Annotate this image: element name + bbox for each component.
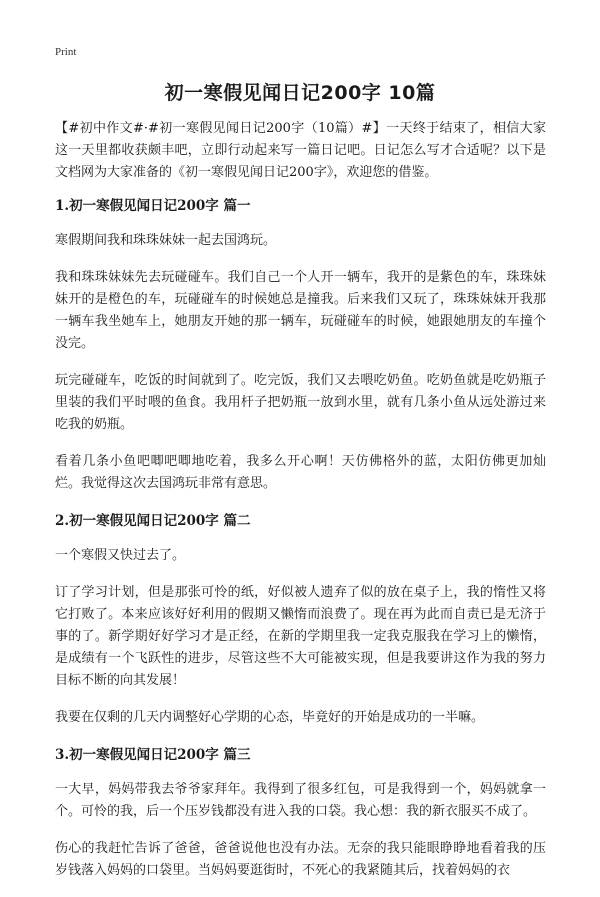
paragraph: 玩完碰碰车，吃饭的时间就到了。吃完饭，我们又去喂吃奶鱼。吃奶鱼就是吃奶瓶子里装的我们平时喂的鱼食。我用杆子把奶瓶一放到水里，就有几条小鱼从远处游过来吃我的奶瓶。: [55, 373, 546, 432]
section-heading: 2.初一寒假见闻日记200字 篇二: [55, 513, 251, 529]
intro-paragraph: 【#初中作文#·#初一寒假见闻日记200字（10篇）#】一天终于结束了，相信大家这一天里都收获颇丰吧，立即行动起来写一篇日记吧。日记怎么写才合适呢？以下是文档网为大家准备的《初一寒假见闻日记200字》，欢迎您的借鉴。: [55, 121, 546, 180]
paragraph: 一大早，妈妈带我去爷爷家拜年。我得到了很多红包，可是我得到一个，妈妈就拿一个。可怜的我，后一个压岁钱都没有进入我的口袋。我心想：我的新衣服买不成了。: [55, 782, 546, 819]
paragraph: 订了学习计划，但是那张可怜的纸，好似被人遗弃了似的放在桌子上，我的惰性又将它打败了。本来应该好好利用的假期又懒惰而浪费了。现在再为此而自责已是无济于事的了。新学期好好学习才是正经，在新的学期里我一定我克服我在学习上的懒惰，是成绩有一个飞跃性的进步，尽管这些不大可能被实现，但是我要讲这作为我的努力目标不断的向其发展！: [55, 585, 546, 688]
paragraph: 我和珠珠妹妹先去玩碰碰车。我们自己一个人开一辆车，我开的是紫色的车，珠珠妹妹开的是橙色的车，玩碰碰车的时候她总是撞我。后来我们又玩了，珠珠妹妹开我那一辆车我坐她车上，她朋友开她的那一辆车，玩碰碰车的时候，她跟她朋友的车撞个没完。: [55, 270, 546, 351]
section-3: [55, 744, 546, 882]
section-2: [55, 510, 546, 729]
section-heading: 3.初一寒假见闻日记200字 篇三: [55, 747, 251, 763]
section-heading: 1.初一寒假见闻日记200字 篇一: [55, 198, 251, 214]
section-1: [55, 195, 546, 495]
paragraph: 伤心的我赶忙告诉了爸爸，爸爸说他也没有办法。无奈的我只能眼睁睁地看着我的压岁钱落入妈妈的口袋里。当妈妈要逛街时，不死心的我紧随其后，找着妈妈的衣: [55, 841, 546, 878]
paragraph: 一个寒假又快过去了。: [55, 548, 186, 563]
document-body: [55, 118, 546, 897]
paragraph: 寒假期间我和珠珠妹妹一起去国鸿玩。: [55, 233, 277, 248]
paragraph: 我要在仅剩的几天内调整好心学期的心态，毕竟好的开始是成功的一半嘛。: [55, 710, 485, 725]
paragraph: 看着几条小鱼吧唧吧唧地吃着，我多么开心啊！天仿佛格外的蓝，太阳仿佛更加灿烂。我觉得这次去国鸿玩非常有意思。: [55, 454, 546, 491]
document-title: 初一寒假见闻日记200字 10篇: [164, 82, 436, 104]
print-label[interactable]: Print: [55, 46, 77, 58]
